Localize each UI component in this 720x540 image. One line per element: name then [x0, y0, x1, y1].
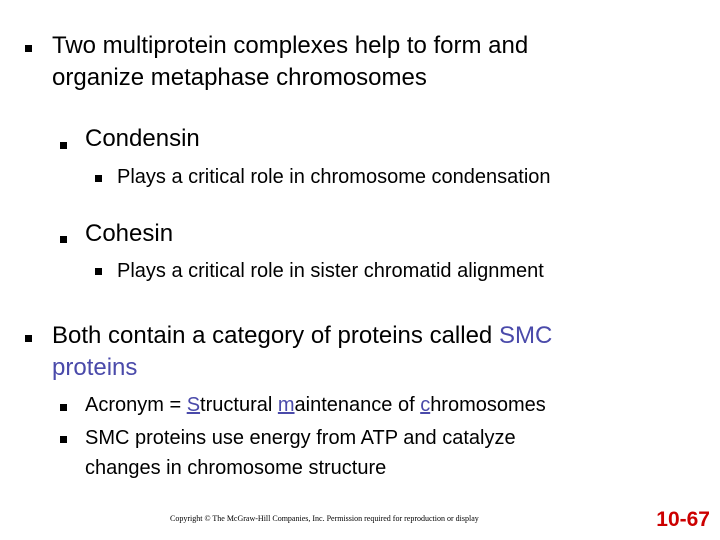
bullet-marker: [60, 142, 67, 149]
bullet-marker: [60, 404, 67, 411]
acronym-letter-s: S: [186, 394, 201, 416]
condensin-heading: Condensin: [85, 125, 200, 152]
bullet-marker: [60, 436, 67, 443]
bullet-marker: [25, 335, 32, 342]
acronym-word-structural: tructural: [200, 394, 278, 416]
copyright-notice: Copyright © The McGraw-Hill Companies, Inc. Permission required for reproduction or display: [170, 514, 479, 523]
bullet-2-line-2: proteins: [52, 354, 138, 381]
bullet-2-line-1: [52, 318, 552, 354]
acronym-word-chromosomes: hromosomes: [430, 394, 546, 416]
smc-highlight: SMC: [498, 322, 553, 349]
cohesin-detail: Plays a critical role in sister chromatid alignment: [117, 260, 544, 282]
bullet-marker: [95, 268, 102, 275]
acronym-prefix: Acronym =: [85, 394, 187, 416]
acronym-line: [85, 390, 546, 421]
acronym-letter-m: m: [277, 394, 295, 416]
acronym-letter-c: c: [420, 394, 431, 416]
smc-line-1: SMC proteins use energy from ATP and catalyze: [85, 427, 516, 449]
bullet-1-line-2: organize metaphase chromosomes: [52, 64, 427, 91]
bullet-marker: [60, 236, 67, 243]
page-number: 10-67: [656, 508, 710, 531]
cohesin-heading: Cohesin: [85, 220, 174, 247]
acronym-word-maintenance: aintenance of: [294, 394, 421, 416]
bullet-1-line-1: Two multiprotein complexes help to form and: [52, 32, 529, 59]
condensin-detail: Plays a critical role in chromosome condensation: [117, 166, 551, 188]
bullet-marker: [95, 175, 102, 182]
bullet-2-text: Both contain a category of proteins called: [52, 322, 499, 349]
smc-line-2: changes in chromosome structure: [85, 457, 387, 479]
bullet-marker: [25, 45, 32, 52]
